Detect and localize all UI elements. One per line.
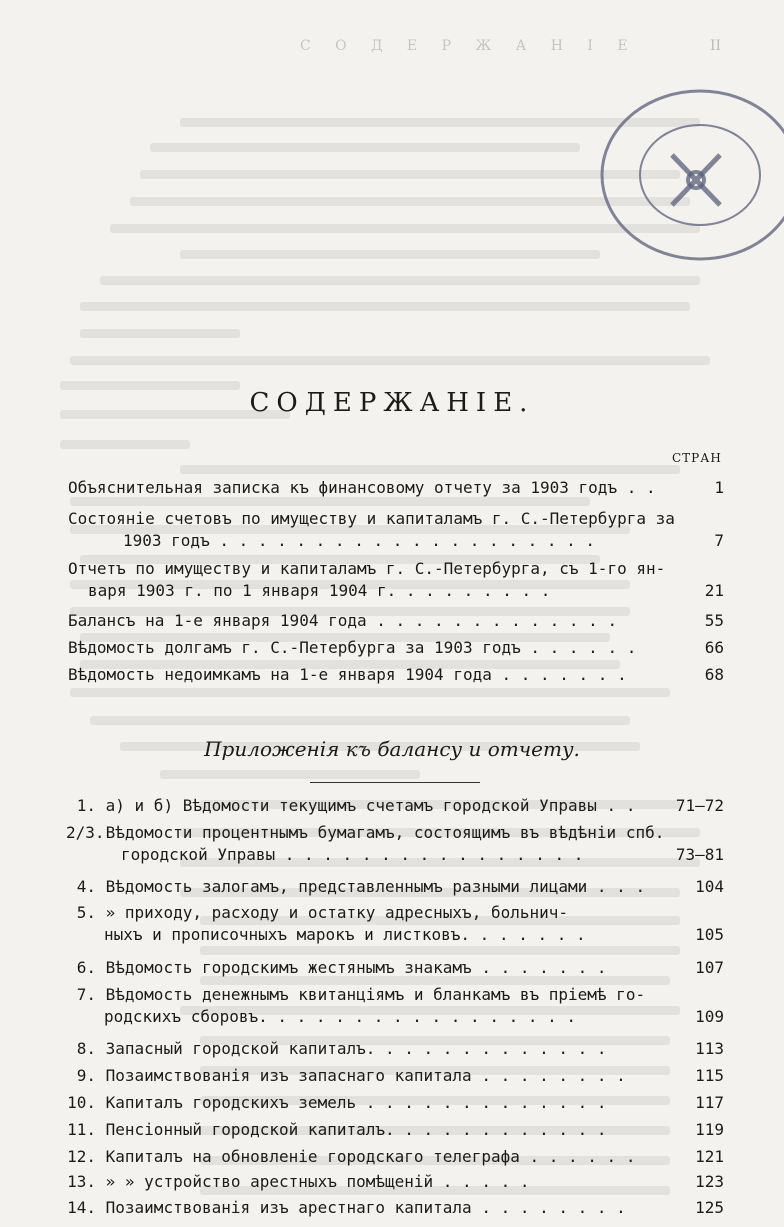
appendix-entry: [66, 822, 724, 866]
toc-entry: [68, 610, 724, 632]
bleed-through-background: С О Д Е Р Ж А Н І Е II: [0, 0, 784, 1227]
appendix-text: Капиталъ городскихъ земель . . . . . . . . . . . . .: [105, 1093, 607, 1112]
toc-entry-page: 55: [704, 611, 724, 630]
toc-entry: [68, 664, 724, 686]
appendix-text: Капиталъ на обновленіе городскаго телеграфа . . . . . .: [105, 1147, 636, 1166]
appendix-number: 14.: [67, 1198, 96, 1217]
appendix-number: 2/3.: [66, 823, 105, 842]
appendix-title: Приложенія къ балансу и отчету.: [204, 737, 580, 761]
appendix-page: 123: [695, 1172, 724, 1191]
toc-entry-text-continued: варя 1903 г. по 1 января 1904 г. . . . . . . . .: [88, 581, 551, 600]
appendix-entry: [66, 902, 724, 946]
toc-entry-page: 1: [714, 478, 724, 497]
toc-entry: [68, 508, 724, 552]
appendix-entry: [66, 1038, 724, 1060]
appendix-entry: [66, 984, 724, 1028]
toc-entry-page: 66: [704, 638, 724, 657]
page-column-header: СТРАН: [672, 451, 722, 465]
toc-entry: [68, 477, 724, 499]
appendix-number: 7.: [76, 985, 96, 1004]
appendix-number: 6.: [76, 958, 96, 977]
page-title: СОДЕРЖАНІЕ.: [249, 388, 535, 418]
appendix-page: 71—72: [675, 796, 724, 815]
appendix-number: 12.: [67, 1147, 96, 1166]
appendix-entry: [66, 1197, 724, 1219]
toc-entry-text: Вѣдомость долгамъ г. С.-Петербурга за 1903 годъ . . . . . .: [68, 638, 637, 657]
toc-entry-text-continued: 1903 годъ . . . . . . . . . . . . . . . . . . . .: [123, 531, 596, 550]
toc-entry-text: Отчетъ по имуществу и капиталамъ г. С.-Петербурга, съ 1-го ян-: [68, 559, 666, 578]
appendix-entry: [66, 1146, 724, 1168]
appendix-entry: [66, 876, 724, 898]
appendix-page: 105: [695, 925, 724, 944]
appendix-entry: [66, 957, 724, 979]
appendix-page: 125: [695, 1198, 724, 1217]
appendix-entry: [66, 795, 724, 817]
appendix-text: Вѣдомость городскимъ жестянымъ знакамъ . . . . . . .: [105, 958, 607, 977]
appendix-page: 115: [695, 1066, 724, 1085]
appendix-text: Позаимствованія изъ арестнаго капитала . . . . . . . .: [105, 1198, 626, 1217]
appendix-number: 13.: [67, 1172, 96, 1191]
appendix-text: Позаимствованія изъ запаснаго капитала . . . . . . . .: [105, 1066, 626, 1085]
appendix-page: 113: [695, 1039, 724, 1058]
toc-entry-text: Балансъ на 1-е января 1904 года . . . . . . . . . . . . .: [68, 611, 618, 630]
toc-entry: [68, 558, 724, 602]
toc-entry-page: 21: [704, 581, 724, 600]
appendix-text: Запасный городской капиталъ. . . . . . . . . . . . .: [105, 1039, 607, 1058]
appendix-entry: [66, 1119, 724, 1141]
appendix-text: Вѣдомости процентнымъ бумагамъ, состоящимъ въ вѣдѣніи спб.: [105, 823, 665, 842]
appendix-text: » » устройство арестныхъ помѣщеній . . . . .: [105, 1172, 530, 1191]
toc-entry-text: Состояніе счетовъ по имуществу и капиталамъ г. С.-Петербурга за: [68, 509, 675, 528]
appendix-number: 11.: [67, 1120, 96, 1139]
appendix-page: 104: [695, 877, 724, 896]
appendix-text-continued: родскихъ сборовъ. . . . . . . . . . . . . . . . .: [104, 1007, 577, 1026]
appendix-number: 1.: [76, 796, 96, 815]
appendix-page: 119: [695, 1120, 724, 1139]
appendix-page: 107: [695, 958, 724, 977]
appendix-page: 109: [695, 1007, 724, 1026]
appendix-number: 8.: [76, 1039, 96, 1058]
appendix-entry: [66, 1065, 724, 1087]
appendix-number: 4.: [76, 877, 96, 896]
toc-entry-page: 7: [714, 531, 724, 550]
appendix-entry: [66, 1222, 724, 1227]
appendix-number: 10.: [67, 1093, 96, 1112]
appendix-text: » приходу, расходу и остатку адресныхъ, больнич-: [105, 903, 569, 922]
appendix-text: Пенсіонный городской капиталъ. . . . . . . . . . . .: [105, 1120, 607, 1139]
toc-entry: [68, 637, 724, 659]
appendix-page: 73—81: [675, 845, 724, 864]
toc-entry-text: Вѣдомость недоимкамъ на 1-е января 1904 года . . . . . . .: [68, 665, 627, 684]
appendix-text: Вѣдомость залогамъ, представленнымъ разными лицами . . .: [105, 877, 646, 896]
appendix-page: 117: [695, 1093, 724, 1112]
appendix-number: 9.: [76, 1066, 96, 1085]
divider: [310, 782, 480, 783]
appendix-entry: [66, 1092, 724, 1114]
toc-entry-page: 68: [704, 665, 724, 684]
appendix-text-continued: городской Управы . . . . . . . . . . . . . . . .: [121, 845, 584, 864]
appendix-entry: [66, 1171, 724, 1193]
toc-entry-text: Объяснительная записка къ финансовому отчету за 1903 годъ . .: [68, 478, 656, 497]
appendix-text: а) и б) Вѣдомости текущимъ счетамъ городской Управы . .: [105, 796, 636, 815]
appendix-text: Вѣдомость денежнымъ квитанціямъ и бланкамъ въ пріемѣ го-: [105, 985, 646, 1004]
appendix-text-continued: ныхъ и прописочныхъ марокъ и листковъ. . . . . . .: [104, 925, 586, 944]
appendix-page: 121: [695, 1147, 724, 1166]
appendix-number: 5.: [76, 903, 96, 922]
